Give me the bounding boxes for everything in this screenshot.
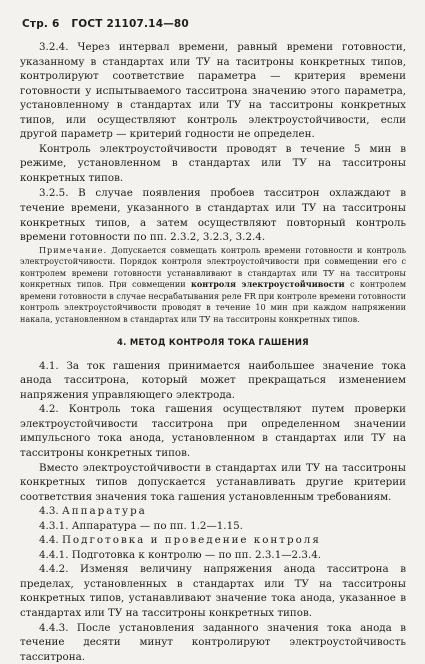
paragraph-alternative-criteria: Вместо электроустойчивости в стандартах или ТУ на тасситроны конкретных типов допускается устанавливать другие критерии соответствия значения тока гашения установленным требованиям.	[20, 461, 406, 503]
paragraph-4-4-3: 4.4.3. После установления заданного значения тока анода в течение десяти минут контролируют электроустойчивость тасситрона.	[20, 621, 406, 663]
paragraph-3-2-4: 3.2.4. Через интервал времени, равный времени готовности, указанному в стандартах или ТУ на таситроны конкретных типов, контролируют соответствие параметра — критерия времени готовности у испытываемого тасситрона значению этого параметра, установленному в стандартах или ТУ на тасситроны конкретных типов, или осуществляют контроль электроустойчивости, если другой параметр — критерий годности не определен.	[20, 41, 406, 141]
paragraph-3-2-5: 3.2.5. В случае появления пробоев тасситрон охлаждают в течение времени, указанного в стандартах или ТУ на тасситроны конкретных типов, а затем осуществляют повторный контроль времени готовности по пп. 2.3.2, 3.2.3, 3.2.4.	[20, 187, 406, 244]
page-number: Стр. 6	[22, 18, 60, 30]
document-body	[20, 40, 406, 664]
note-text: Допускается совмещать контроль времени готовности и контроль электроустойчивости. Порядок контроля электроустойчивости при совмещении его с контролем времени готовности устанавливают в стандартах или ТУ на тасситроны конкретных типов. При совмещении	[20, 244, 406, 290]
paragraph-4-4-number: 4.4.	[39, 534, 59, 547]
paragraph-4-4-1: 4.4.1. Подготовка к контролю — по пп. 2.3.1—2.3.4.	[39, 548, 322, 561]
note-bold-text: контроля электроустойчивости	[191, 279, 345, 290]
paragraph-4-3-title: Аппаратура	[61, 505, 147, 518]
paragraph-4-4	[20, 533, 406, 548]
paragraph-4-3-number: 4.3.	[39, 505, 59, 518]
note-text-2: с контролем времени готовности в случае несрабатывания реле FR при контроле времени готовности контроль электроустойчивости проводят в течение 10 мин при каждом напряжении накала, установленном в стандартах или ТУ на тасситроны конкретных типов.	[20, 279, 406, 324]
section-title: 4. МЕТОД КОНТРОЛЯ ТОКА ГАШЕНИЯ	[117, 337, 309, 348]
paragraph-4-3	[20, 504, 406, 519]
paragraph-4-4-title: Подготовка и проведение контроля	[61, 534, 321, 547]
document-code: ГОСТ 21107.14—80	[71, 18, 189, 30]
paragraph-4-3-1: 4.3.1. Аппаратура — по пп. 1.2—1.15.	[39, 519, 243, 532]
paragraph-4-4-2: 4.4.2. Изменяя величину напряжения анода тасситрона в пределах, установленных в стандартах или ТУ на тасситроны конкретных типов, устанавливают значение тока анода, указанное в стандартах или ТУ на тасситроны конкретных типов.	[20, 563, 406, 619]
note-label: Примечание.	[39, 244, 108, 255]
paragraph-4-1: 4.1. За ток гашения принимается наибольшее значение тока анода тасситрона, который может прекращаться изменением напряжения управляющего электрода.	[20, 359, 406, 401]
note-paragraph	[20, 245, 406, 326]
paragraph-4-2: 4.2. Контроль тока гашения осуществляют путем проверки электроустойчивости тасситрона при определенном значении импульсного тока анода, установленном в стандартах или ТУ на тасситроны конкретных типов.	[20, 403, 406, 459]
page-header	[22, 18, 197, 30]
paragraph-electro-stability: Контроль электроустойчивости проводят в течение 5 мин в режиме, установленном в стандартах или ТУ на тасситроны конкретных типов.	[20, 142, 406, 184]
